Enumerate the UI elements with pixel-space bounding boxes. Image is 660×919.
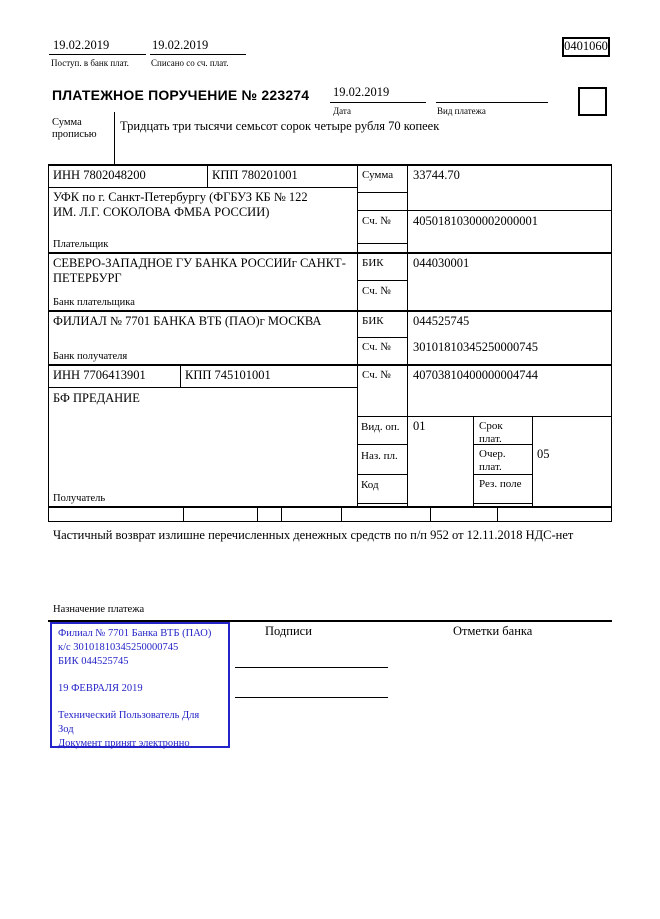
payment-type-label: Вид платежа: [437, 106, 486, 116]
payer-kpp: КПП 780201001: [212, 168, 298, 182]
signature-line: [235, 667, 388, 668]
table-border: [48, 364, 612, 366]
table-border: [532, 416, 533, 506]
priority-label: Очер. плат.: [479, 448, 506, 473]
payer-account-label: Сч. №: [362, 215, 391, 227]
table-border: [430, 506, 431, 521]
table-border: [497, 506, 498, 521]
operation-type-label: Вид. оп.: [361, 421, 400, 433]
table-border: [357, 210, 612, 211]
table-border: [48, 164, 612, 166]
table-border: [473, 416, 474, 506]
signature-line: [235, 697, 388, 698]
debited-date: 19.02.2019: [152, 38, 209, 52]
received-date: 19.02.2019: [53, 38, 110, 52]
table-border: [357, 192, 407, 193]
amount-label: Сумма: [362, 169, 394, 181]
table-border: [257, 506, 258, 521]
amount-words-value: Тридцать три тысячи семьсот сорок четыре рубля 70 копеек: [120, 119, 440, 133]
table-border: [48, 310, 612, 312]
stamp-bik: БИК 044525745: [58, 655, 129, 667]
table-border: [473, 503, 532, 504]
stamp-user: Технический Пользователь Для Зод: [58, 710, 200, 736]
stamp-corr-account: к/с 30101810345250000745: [58, 641, 179, 653]
table-border: [48, 187, 357, 188]
divider-line: [150, 54, 246, 55]
beneficiary-name: БФ ПРЕДАНИЕ: [53, 391, 140, 405]
divider-line: [436, 102, 548, 103]
table-border: [48, 252, 612, 254]
priority-value: 05: [537, 447, 550, 461]
beneficiary-account-value: 40703810400000004744: [413, 368, 538, 382]
payer-label: Плательщик: [53, 239, 109, 250]
beneficiary-bank-bik-label: БИК: [362, 315, 384, 327]
table-border: [183, 506, 184, 521]
payer-bank-bik-label: БИК: [362, 257, 384, 269]
code-label: Код: [361, 479, 379, 491]
payer-name: УФК по г. Санкт-Петербургу (ФГБУЗ КБ № 122 ИМ. Л.Г. СОКОЛОВА ФМБА РОССИИ): [53, 190, 308, 219]
beneficiary-label: Получатель: [53, 493, 106, 504]
table-border: [357, 164, 358, 506]
divider-line: [49, 54, 146, 55]
beneficiary-bank-bik-value: 044525745: [413, 314, 470, 328]
beneficiary-bank-corr-label: Сч. №: [362, 341, 391, 353]
payer-bank-corr-label: Сч. №: [362, 285, 391, 297]
beneficiary-bank-corr-value: 30101810345250000745: [413, 340, 538, 354]
payer-bank-bik-value: 044030001: [413, 256, 470, 270]
table-border: [357, 337, 407, 338]
doc-date: 19.02.2019: [333, 85, 390, 99]
payer-bank-name: СЕВЕРО-ЗАПАДНОЕ ГУ БАНКА РОССИИг САНКТ-ПЕТЕРБУРГ: [53, 256, 346, 285]
table-border: [473, 474, 532, 475]
beneficiary-bank-name: ФИЛИАЛ № 7701 БАНКА ВТБ (ПАО)г МОСКВА: [53, 314, 322, 328]
received-date-label: Поступ. в банк плат.: [51, 58, 129, 68]
table-border: [48, 164, 49, 522]
table-border: [207, 164, 208, 187]
beneficiary-bank-label: Банк получателя: [53, 351, 128, 362]
form-code: 0401060: [564, 39, 608, 53]
page-title: ПЛАТЕЖНОЕ ПОРУЧЕНИЕ № 223274: [52, 87, 310, 103]
stamp-date: 19 ФЕВРАЛЯ 2019: [58, 682, 143, 694]
amount-value: 33744.70: [413, 168, 460, 182]
bank-stamp: [50, 622, 230, 748]
table-border: [357, 444, 407, 445]
payer-account-value: 40501810300002000001: [413, 214, 538, 228]
doc-date-label: Дата: [333, 106, 351, 116]
table-border: [611, 164, 612, 522]
divider-line: [114, 112, 115, 164]
operation-type-value: 01: [413, 419, 426, 433]
payer-bank-label: Банк плательщика: [53, 297, 135, 308]
beneficiary-kpp: КПП 745101001: [185, 368, 271, 382]
purpose-code-label: Наз. пл.: [361, 450, 398, 462]
payer-inn: ИНН 7802048200: [53, 168, 146, 182]
form-code-box: [562, 37, 610, 57]
table-border: [357, 474, 407, 475]
stamp-note: Документ принят электронно: [58, 738, 190, 750]
beneficiary-inn: ИНН 7706413901: [53, 368, 146, 382]
table-border: [48, 521, 612, 522]
amount-words-label: Сумма прописью: [52, 117, 97, 141]
table-border: [48, 387, 357, 388]
due-date-label: Срок плат.: [479, 420, 503, 445]
table-border: [180, 364, 181, 387]
reserve-field-label: Рез. поле: [479, 478, 522, 490]
table-border: [407, 164, 408, 506]
payment-type-box: [578, 87, 607, 116]
table-border: [357, 243, 407, 244]
table-border: [341, 506, 342, 521]
table-border: [357, 503, 407, 504]
beneficiary-account-label: Сч. №: [362, 369, 391, 381]
purpose-text: Частичный возврат излишне перечисленных денежных средств по п/п 952 от 12.11.2018 НДС-нет: [53, 528, 574, 542]
table-border: [357, 280, 407, 281]
divider-line: [330, 102, 426, 103]
table-border: [357, 416, 612, 417]
table-border: [48, 506, 612, 508]
table-border: [281, 506, 282, 521]
bank-marks-label: Отметки банка: [453, 624, 533, 638]
signatures-label: Подписи: [265, 624, 312, 638]
purpose-label: Назначение платежа: [53, 604, 145, 615]
stamp-bank-name: Филиал № 7701 Банка ВТБ (ПАО): [58, 628, 212, 639]
debited-date-label: Списано со сч. плат.: [151, 58, 229, 68]
